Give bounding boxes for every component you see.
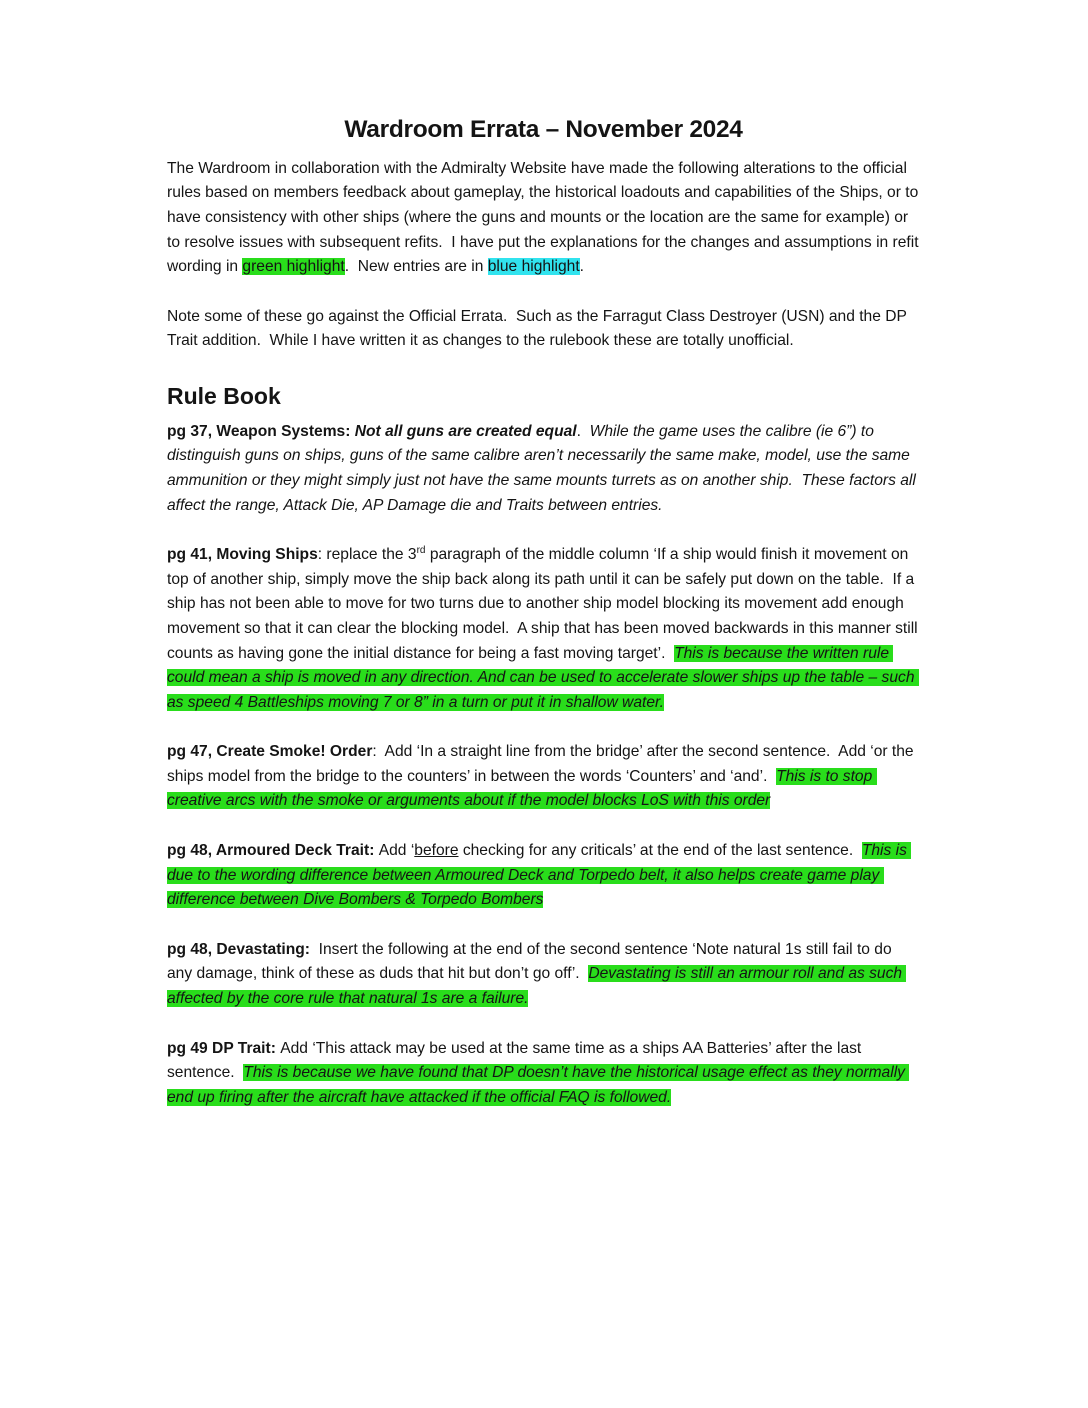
text-run: Not all guns are created equal (354, 422, 577, 440)
errata-entry-pg48-armoured-deck-trait (167, 839, 920, 913)
green-explanation: Devastating is still an armour roll and as such affected by the core rule that natural 1s are a failure. (167, 965, 907, 1008)
green-highlight-sample: green highlight (242, 258, 345, 276)
errata-entry-pg37-weapon-systems (167, 420, 920, 518)
text-run: paragraph of the middle column ‘If a ship would finish it movement on top of another ship, simply move the ship back along its path until it can be safely put down on the table. If a ship has not been able to move for two turns due to another ship model blocking its movement add enough movement so that it can clear the blocking model. A ship that has been moved backwards in this manner still counts as having gone the initial distance for being a fast moving target’. (167, 546, 922, 662)
errata-entry-pg41-moving-ships (167, 543, 920, 715)
text-run: Add ‘This attack may be used at the same time as a ships AA Batteries’ after the last sentence. (167, 1039, 866, 1082)
green-explanation: This is because the written rule could mean a ship is moved in any direction. And can be used to accelerate slower ships up the table – such as speed 4 Battleships moving 7 or 8” in a turn or put it in shallow water. (167, 644, 919, 711)
errata-entry-pg47-create-smoke-order (167, 740, 920, 814)
text-run: pg 48, Devastating: (167, 940, 310, 958)
intro-paragraph (167, 157, 923, 280)
text-run: : Add ‘In a straight line from the bridge’ after the second sentence. Add ‘or the ships model from the bridge to the counters’ in between the words ‘Counters’ and ‘and’. (167, 743, 918, 785)
text-run: pg 41, Moving Ships (167, 546, 318, 564)
note-paragraph (167, 305, 920, 354)
errata-entry-pg49-dp-trait (167, 1037, 920, 1111)
text-run: pg 48, Armoured Deck Trait: (167, 842, 379, 860)
text-run: Insert the following at the end of the second sentence ‘Note natural 1s still fail to do any damage, think of these as duds that hit but don’t go off’. (167, 940, 896, 983)
section-heading-rule-book: Rule Book (167, 383, 281, 409)
text-run: . (579, 258, 584, 276)
errata-entry-pg48-devastating (167, 938, 920, 1012)
text-run: The Wardroom in collaboration with the Admiralty Website have made the following alterations to the official rules based on members feedback about gameplay, the historical loadouts and capabilities of the Ships, or to have consistency with other ships (where the guns and mounts or the location are the same for example) or to resolve issues with subsequent refits. I have put the explanations for the changes and assumptions in refit wording in (167, 159, 923, 276)
text-run: Note some of these go against the Official Errata. Such as the Farragut Class Destroyer (USN) and the DP Trait addition. While I have written it as changes to the rulebook these are totally unofficial. (167, 307, 911, 350)
green-explanation: This is because we have found that DP doesn’t have the historical usage effect as they normally end up firing after the aircraft have attacked if the official FAQ is followed. (167, 1064, 910, 1106)
underlined-word: before (414, 842, 459, 860)
document-title: Wardroom Errata – November 2024 (344, 116, 743, 143)
text-run: pg 47, Create Smoke! Order (167, 743, 373, 761)
blue-highlight-sample: blue highlight (487, 258, 580, 276)
green-explanation: This is to stop creative arcs with the smoke or arguments about if the model blocks LoS with this order (167, 767, 877, 810)
text-run: . New entries are in (344, 258, 488, 276)
text-run: rd (416, 544, 426, 556)
text-run: : replace the 3 (317, 546, 417, 564)
text-run: pg 37, Weapon Systems: (167, 422, 355, 440)
text-run: . (576, 422, 590, 440)
text-run: While the game uses the calibre (ie 6”) to distinguish guns on ships, guns of the same calibre aren’t necessarily the same make, model, use the same ammunition or they might simply just not have the same mounts turrets as on another ship. These factors all affect the range, Attack Die, AP Damage die and Traits between entries. (167, 422, 921, 514)
green-explanation: This is due to the wording difference between Armoured Deck and Torpedo belt, it also helps create game play difference between Dive Bombers & Torpedo Bombers (167, 842, 912, 909)
text-run: Add ‘ (378, 842, 415, 860)
text-run: pg 49 DP Trait: (167, 1039, 281, 1057)
text-run: checking for any criticals’ at the end of the last sentence. (458, 842, 862, 860)
